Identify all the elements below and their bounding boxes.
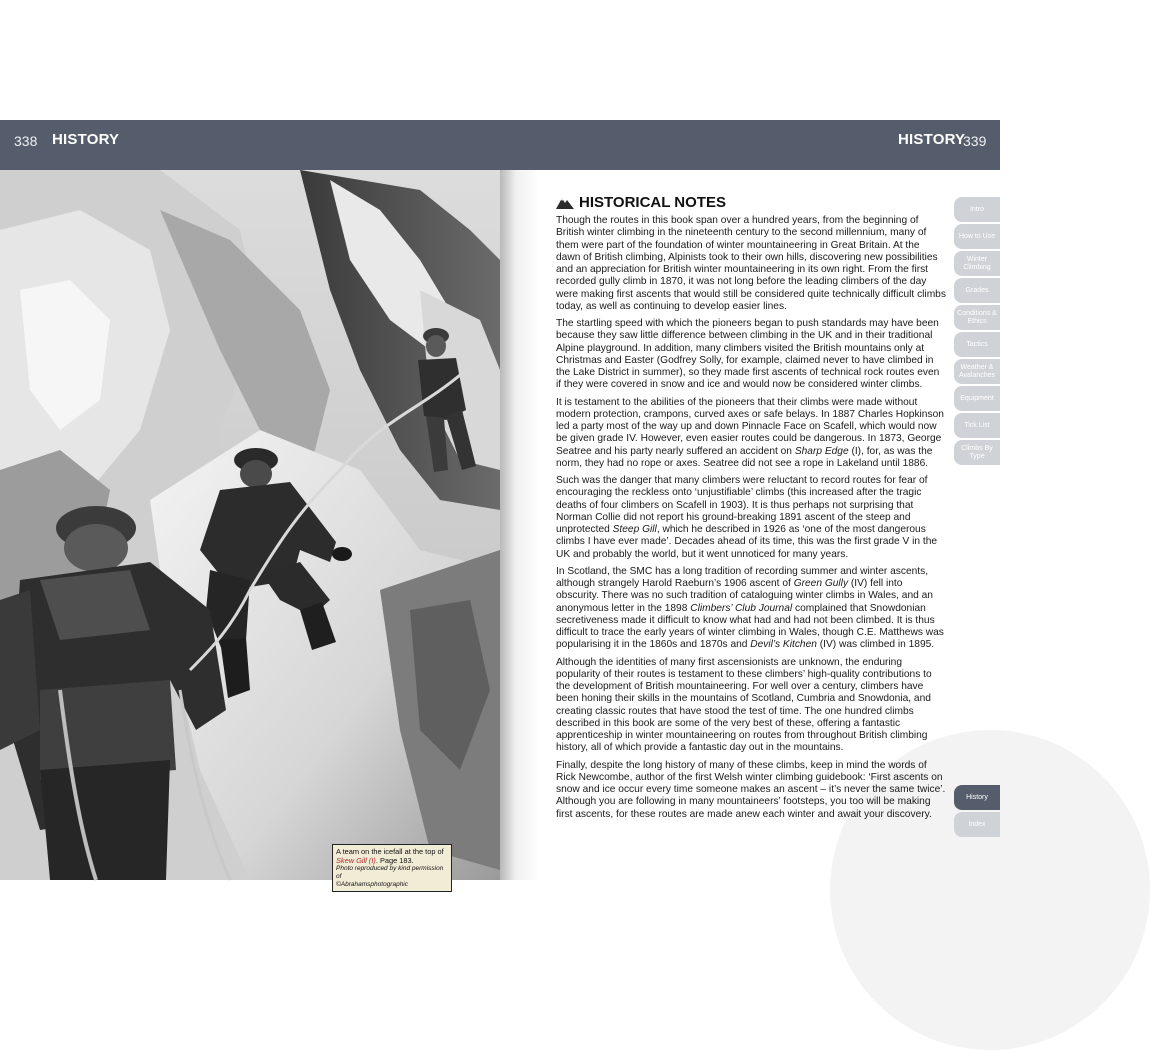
historical-notes-section (556, 194, 946, 826)
tab-label: Grades (965, 286, 989, 294)
paragraph (556, 566, 946, 652)
route-name: Green Gully (793, 578, 849, 589)
right-page-header (500, 120, 1000, 170)
journal-name: Climbers’ Club Journal (690, 602, 793, 614)
climbing-photo (0, 170, 500, 888)
text-run: (IV) fell into obscurity. There was no such tradition of cataloguing winter climbs in Wales, and an anonymous letter in the 1898 (556, 578, 933, 614)
paragraph: Though the routes in this book span over a hundred years, from the beginning of British winter climbing in the nineteenth century to the second millennium, many of them were part of the foundation of winter mountaineering in Great Britain. At the dawn of British climbing, Alpinists took to their own hills, discovering new possibilities and an appreciation for British winter mountaineering in its own right. From the first recorded gully climb in 1870, it was not long before the leading climbers of the day were making first ascents that would still be considered quite technically difficult climbs today, as well as continuing to develop easier lines. (556, 215, 946, 312)
paragraph: Although the identities of many first ascensionists are unknown, the enduring popularity of their routes is testament to these climbers’ high-quality contributions to the development of British mountaineering. For well over a century, climbers have been honing their skills in the mountains of Scotland, Cumbria and Snowdonia, and creating classic routes that have stood the test of time. The one hundred climbs described in this book are some of the very best of these, offering a fantastic apprenticeship in winter mountaineering on routes from throughout British climbing history, all of which provide a fantastic day out in the mountains. (556, 656, 932, 754)
tab-label: History (966, 793, 988, 801)
text-run: complained that Snowdonian secretiveness made it difficult to know what had and had not been climbed. It is thus difficult to trace the early years of winter climbing in Wales, though C.E. Matthews was popularising it in the 1860s and 1870s and (556, 602, 944, 651)
text-run: (I), for, as was the norm, they had no rope or axes. Seatree did not see a rope in Lakeland until 1886. (556, 445, 933, 469)
route-name: Sharp Edge (794, 445, 849, 457)
text-run: (IV) was climbed in 1895. (816, 639, 935, 651)
tab-tick-list[interactable] (954, 413, 1000, 438)
text-run: Such was the danger that many climbers were reluctant to record routes for fear of encouraging the reckless onto ‘unjustifiable’ climbs (this increased after the tragic deaths of four climbers on Scafell in 1903). It is thus perhaps not surprising that Norman Collie did not report his ground-breaking 1891 ascent of the steep and unprotected (556, 475, 928, 535)
route-name: Devil’s Kitchen (750, 639, 817, 651)
tab-tactics[interactable] (954, 332, 1000, 357)
tab-label: Weather & Avalanches (958, 363, 996, 379)
tab-history[interactable] (954, 785, 1000, 810)
tab-label: Intro (969, 205, 984, 213)
tab-label: How to Use (958, 232, 996, 240)
text-run: It is testament to the abilities of the pioneers that their climbs were made without modern protection, crampons, curved axes or safe belays. In 1887 Charles Hopkinson led a party most of the way up and down Pinnacle Face on Scafell, which would now be given grade IV. However, even easier routes could be dangerous. In 1873, George Seatree and his party nearly suffered an accident on (556, 396, 944, 457)
tab-label: Index (968, 820, 986, 828)
route-name: Steep Gill (612, 524, 657, 535)
section-title-text: HISTORICAL NOTES (579, 194, 726, 211)
left-page-title: HISTORY (52, 131, 120, 148)
caption-page-ref: . Page 183. (375, 856, 414, 865)
climbing-photo-illustration (0, 170, 500, 880)
tab-weather-avalanches[interactable] (954, 359, 1000, 384)
caption-route-link[interactable]: Skew Gill (I) (336, 856, 376, 865)
right-page-number: 339 (963, 133, 987, 149)
tab-winter-climbing[interactable] (954, 251, 1000, 276)
tab-label: Winter Climbing (963, 255, 991, 271)
photo-caption (332, 844, 452, 892)
book-spread (0, 120, 1000, 888)
tab-label: Tick List (964, 421, 990, 429)
caption-credit: Photo reproduced by kind permission of (336, 865, 444, 880)
paragraph (556, 475, 946, 561)
tab-intro[interactable] (954, 197, 1000, 222)
caption-credit-owner: ©Abrahamsphotographic (336, 881, 408, 888)
tab-how-to-use[interactable] (954, 224, 1000, 249)
right-page-title: HISTORY (898, 131, 966, 148)
tab-label: Equipment (960, 394, 994, 402)
paragraph: Finally, despite the long history of many of these climbs, keep in mind the words of Rick Newcombe, author of the first Welsh winter climbing guidebook: ‘First ascents on snow and ice occur every time someone makes an ascent – it’s never the same twice’. Although you are following in many mountaineers’ footsteps, you too will be making first ascents, for these routes are made anew each winter and await your discovery. (556, 759, 946, 820)
tab-label: Tactics (966, 340, 988, 348)
section-tabs (954, 197, 1000, 467)
left-page-number: 338 (14, 133, 38, 149)
tab-climbs-by-type[interactable] (954, 440, 1000, 465)
paragraph (556, 397, 946, 471)
left-page-header (0, 120, 500, 170)
text-run: , which he described in 1926 as ‘one of the most dangerous climbs I have ever made’. Decades ahead of its time, this was the first grade V in the UK and probably the world, but it went unnoticed for many years. (556, 524, 938, 560)
paragraph: The startling speed with which the pioneers began to push standards may have been because they saw little difference between climbing in the UK and in their traditional Alpine playground. In addition, many climbers visited the British mountains only at Christmas and Easter (Godfrey Solly, for example, claimed never to have climbed in the Lake District in summer), so they made first ascents of technical rock routes even if they were covered in snow and ice and would now be considered winter climbs. (556, 318, 940, 391)
tab-label: Conditions & Ethics (957, 309, 997, 325)
tab-label: Climbs By Type (961, 444, 993, 460)
section-tabs-bottom (954, 785, 1000, 839)
tab-grades[interactable] (954, 278, 1000, 303)
tab-conditions-ethics[interactable] (954, 305, 1000, 330)
caption-text: A team on the icefall at the top of (336, 847, 444, 856)
mountain-icon (556, 197, 574, 209)
text-run: In Scotland, the SMC has a long tradition of recording summer and winter ascents, although strangely Harold Raeburn’s 1906 ascent of (556, 565, 929, 589)
tab-index[interactable] (954, 812, 1000, 837)
section-title (556, 194, 946, 211)
tab-equipment[interactable] (954, 386, 1000, 411)
